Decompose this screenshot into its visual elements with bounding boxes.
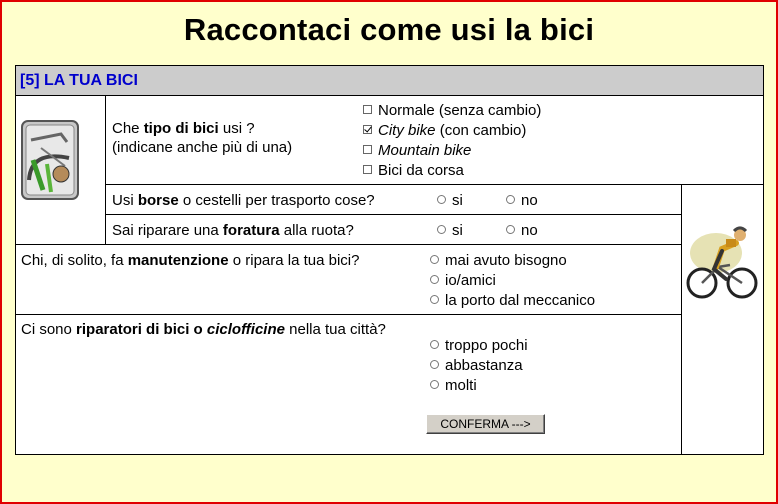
puncture-yes-option[interactable]: si xyxy=(437,222,463,239)
divider xyxy=(16,244,682,245)
puncture-no-option[interactable]: no xyxy=(506,222,538,239)
radio-maintenance-mechanic[interactable] xyxy=(430,295,439,304)
bike-type-question: Che tipo di bici usi ? xyxy=(112,120,255,137)
radio-maintenance-never[interactable] xyxy=(430,255,439,264)
maintenance-question: Chi, di solito, fa manutenzione o ripara la tua bici? xyxy=(21,252,360,269)
repairers-option-many[interactable]: molti xyxy=(430,377,477,394)
maintenance-option-never[interactable]: mai avuto bisogno xyxy=(430,252,567,269)
puncture-question: Sai riparare una foratura alla ruota? xyxy=(112,222,354,239)
bike-type-option-corsa[interactable]: Bici da corsa xyxy=(363,162,464,179)
divider xyxy=(105,184,763,185)
radio-repairers-few[interactable] xyxy=(430,340,439,349)
checkbox-mountain-bike[interactable] xyxy=(363,145,372,154)
bike-type-hint: (indicane anche più di una) xyxy=(112,139,293,156)
maintenance-option-mechanic[interactable]: la porto dal meccanico xyxy=(430,292,595,309)
radio-repairers-many[interactable] xyxy=(430,380,439,389)
confirm-button[interactable]: CONFERMA ---> xyxy=(426,414,545,434)
radio-bags-yes[interactable] xyxy=(437,195,446,204)
checkbox-bici-corsa[interactable] xyxy=(363,165,372,174)
divider xyxy=(105,214,682,215)
cyclist-icon xyxy=(686,221,758,303)
survey-form xyxy=(15,65,764,455)
repairers-question: Ci sono riparatori di bici o ciclofficine nella tua città? xyxy=(21,321,386,338)
page-title: Raccontaci come usi la bici xyxy=(183,12,595,47)
bags-question: Usi borse o cestelli per trasporto cose? xyxy=(112,192,375,209)
bags-yes-option[interactable]: si xyxy=(437,192,463,209)
radio-puncture-yes[interactable] xyxy=(437,225,446,234)
checkbox-normale[interactable] xyxy=(363,105,372,114)
bike-type-option-normale[interactable]: Normale (senza cambio) xyxy=(363,102,541,119)
divider xyxy=(16,314,682,315)
checkbox-city-bike[interactable] xyxy=(363,125,372,134)
bags-no-option[interactable]: no xyxy=(506,192,538,209)
radio-repairers-enough[interactable] xyxy=(430,360,439,369)
bike-type-option-mountain[interactable]: Mountain bike xyxy=(363,142,471,159)
radio-bags-no[interactable] xyxy=(506,195,515,204)
radio-maintenance-self[interactable] xyxy=(430,275,439,284)
divider xyxy=(105,96,106,245)
repairers-option-enough[interactable]: abbastanza xyxy=(430,357,523,374)
repairers-option-few[interactable]: troppo pochi xyxy=(430,337,528,354)
bike-type-option-city[interactable]: City bike (con cambio) xyxy=(363,122,526,139)
section-header: [5] LA TUA BICI xyxy=(16,66,763,96)
bicycle-closeup-icon xyxy=(21,120,79,200)
radio-puncture-no[interactable] xyxy=(506,225,515,234)
maintenance-option-self[interactable]: io/amici xyxy=(430,272,496,289)
divider xyxy=(681,184,682,454)
